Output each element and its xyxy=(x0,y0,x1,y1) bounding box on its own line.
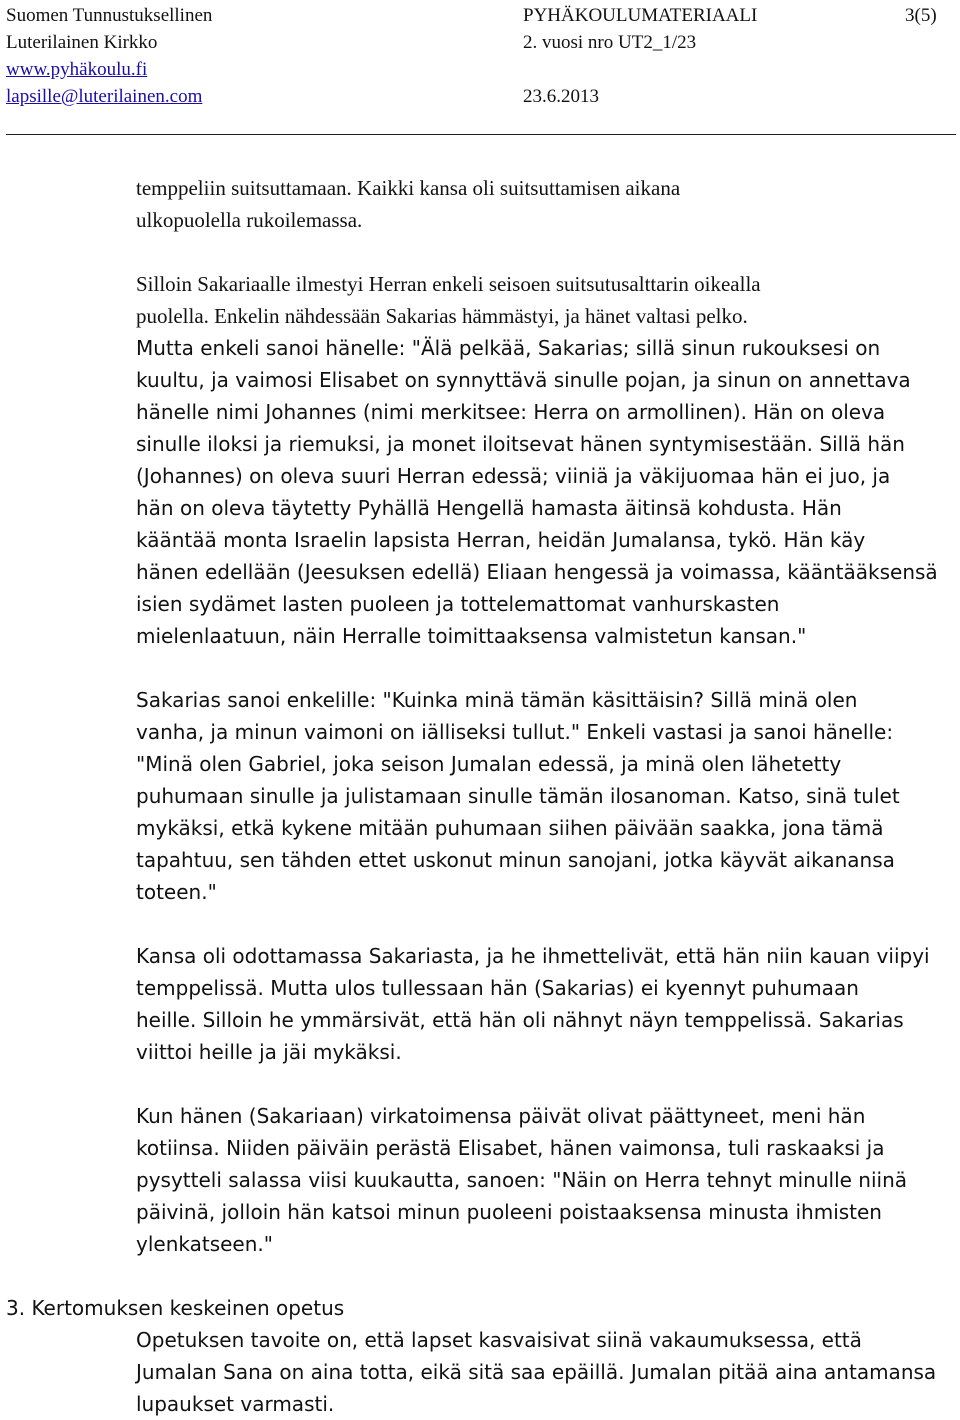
section-heading: 3. Kertomuksen keskeinen opetus xyxy=(6,1296,345,1320)
issue-number: 2. vuosi nro UT2_1/23 xyxy=(523,32,697,53)
website-link[interactable]: www.pyhäkoulu.fi xyxy=(6,59,148,80)
header-divider xyxy=(6,134,956,135)
paragraph-gap xyxy=(0,1260,960,1292)
organization-name-line2: Luterilainen Kirkko xyxy=(6,32,158,53)
document-body xyxy=(0,172,960,1420)
paragraph-zacharias-question: Sakarias sanoi enkelille: "Kuinka minä tämän käsittäisin? Sillä minä olen vanha, ja minun vaimoni on iälliseksi tullut." Enkeli vastasi ja sanoi hänelle: "Minä olen Gabriel, joka seison Jumalan edessä, ja minä olen lähetetty puhumaan sinulle ja julistamaan sinulle tämän ilosanoman. Katso, sinä tulet mykäksi, etkä kykene mitään puhumaan siihen päivään saakka, jona tämä tapahtuu, sen tähden ettet uskonut minun sanojani, jotka käyvät aikanansa toteen." xyxy=(136,688,900,904)
email-link[interactable]: lapsille@luterilainen.com xyxy=(6,86,203,107)
paragraph-gap xyxy=(0,1068,960,1100)
header-organization-block xyxy=(6,2,212,110)
material-title: PYHÄKOULUMATERIAALI xyxy=(523,5,758,26)
paragraph-people-waiting: Kansa oli odottamassa Sakariasta, ja he ihmettelivät, että hän niin kauan viipyi temppelissä. Mutta ulos tullessaan hän (Sakarias) ei kyennyt puhumaan heille. Silloin he ymmärsivät, että hän oli nähnyt näyn temppelissä. Sakarias viittoi heille ja jäi mykäksi. xyxy=(136,944,930,1064)
paragraph-elisabeth-conceives: Kun hänen (Sakariaan) virkatoimensa päivät olivat päättyneet, meni hän kotiinsa. Niiden päiväin perästä Elisabet, hänen vaimonsa, tuli raskaaksi ja pysytteli salassa viisi kuukautta, sanoen: "Näin on Herra tehnyt minulle niinä päivinä, jolloin hän katsoi minun puoleeni poistaaksensa minusta ihmisten ylenkatseen." xyxy=(136,1104,908,1256)
paragraph-angel-appears: Silloin Sakariaalle ilmestyi Herran enkeli seisoen suitsutusalttarin oikealla puolella. Enkelin nähdessään Sakarias hämmästyi, ja hänet valtasi pelko. xyxy=(136,272,761,328)
page-number: 3(5) xyxy=(905,5,937,26)
section-teaching-text: Opetuksen tavoite on, että lapset kasvaisivat siinä vakaumuksessa, että Jumalan Sana on aina totta, eikä sitä saa epäillä. Jumalan pitää aina antamansa lupaukset varmasti. xyxy=(136,1328,937,1416)
organization-name-line1: Suomen Tunnustuksellinen xyxy=(6,5,213,26)
header-material-block xyxy=(523,2,757,110)
paragraph-gap xyxy=(0,236,960,268)
material-date: 23.6.2013 xyxy=(523,86,599,107)
page-header xyxy=(0,0,960,140)
blank-line xyxy=(523,56,757,83)
paragraph-temple-incense: temppeliin suitsuttamaan. Kaikki kansa oli suitsuttamisen aikana ulkopuolella rukoilemassa. xyxy=(136,176,681,232)
paragraph-gap xyxy=(0,908,960,940)
paragraph-gap xyxy=(0,652,960,684)
paragraph-angel-speech: Mutta enkeli sanoi hänelle: "Älä pelkää, Sakarias; sillä sinun rukouksesi on kuultu, ja vaimosi Elisabet on synnyttävä sinulle pojan, ja sinun on annettava hänelle nimi Johannes (nimi merkitsee: Herra on armollinen). Hän on oleva sinulle iloksi ja riemuksi, ja monet iloitsevat hänen syntymisestään. Sillä hän (Johannes) on oleva suuri Herran edessä; viiniä ja väkijuomaa hän ei juo, ja hän on oleva täytetty Pyhällä Hengellä hamasta äitinsä kohdusta. Hän kääntää monta Israelin lapsista Herran, heidän Jumalansa, tykö. Hän käy hänen edellään (Jeesuksen edellä) Eliaan hengessä ja voimassa, kääntääksensä isien sydämet lasten puoleen ja tottelemattomat vanhurskasten mielenlaatuun, näin Herralle toimittaaksensa valmistetun kansan." xyxy=(136,336,938,648)
